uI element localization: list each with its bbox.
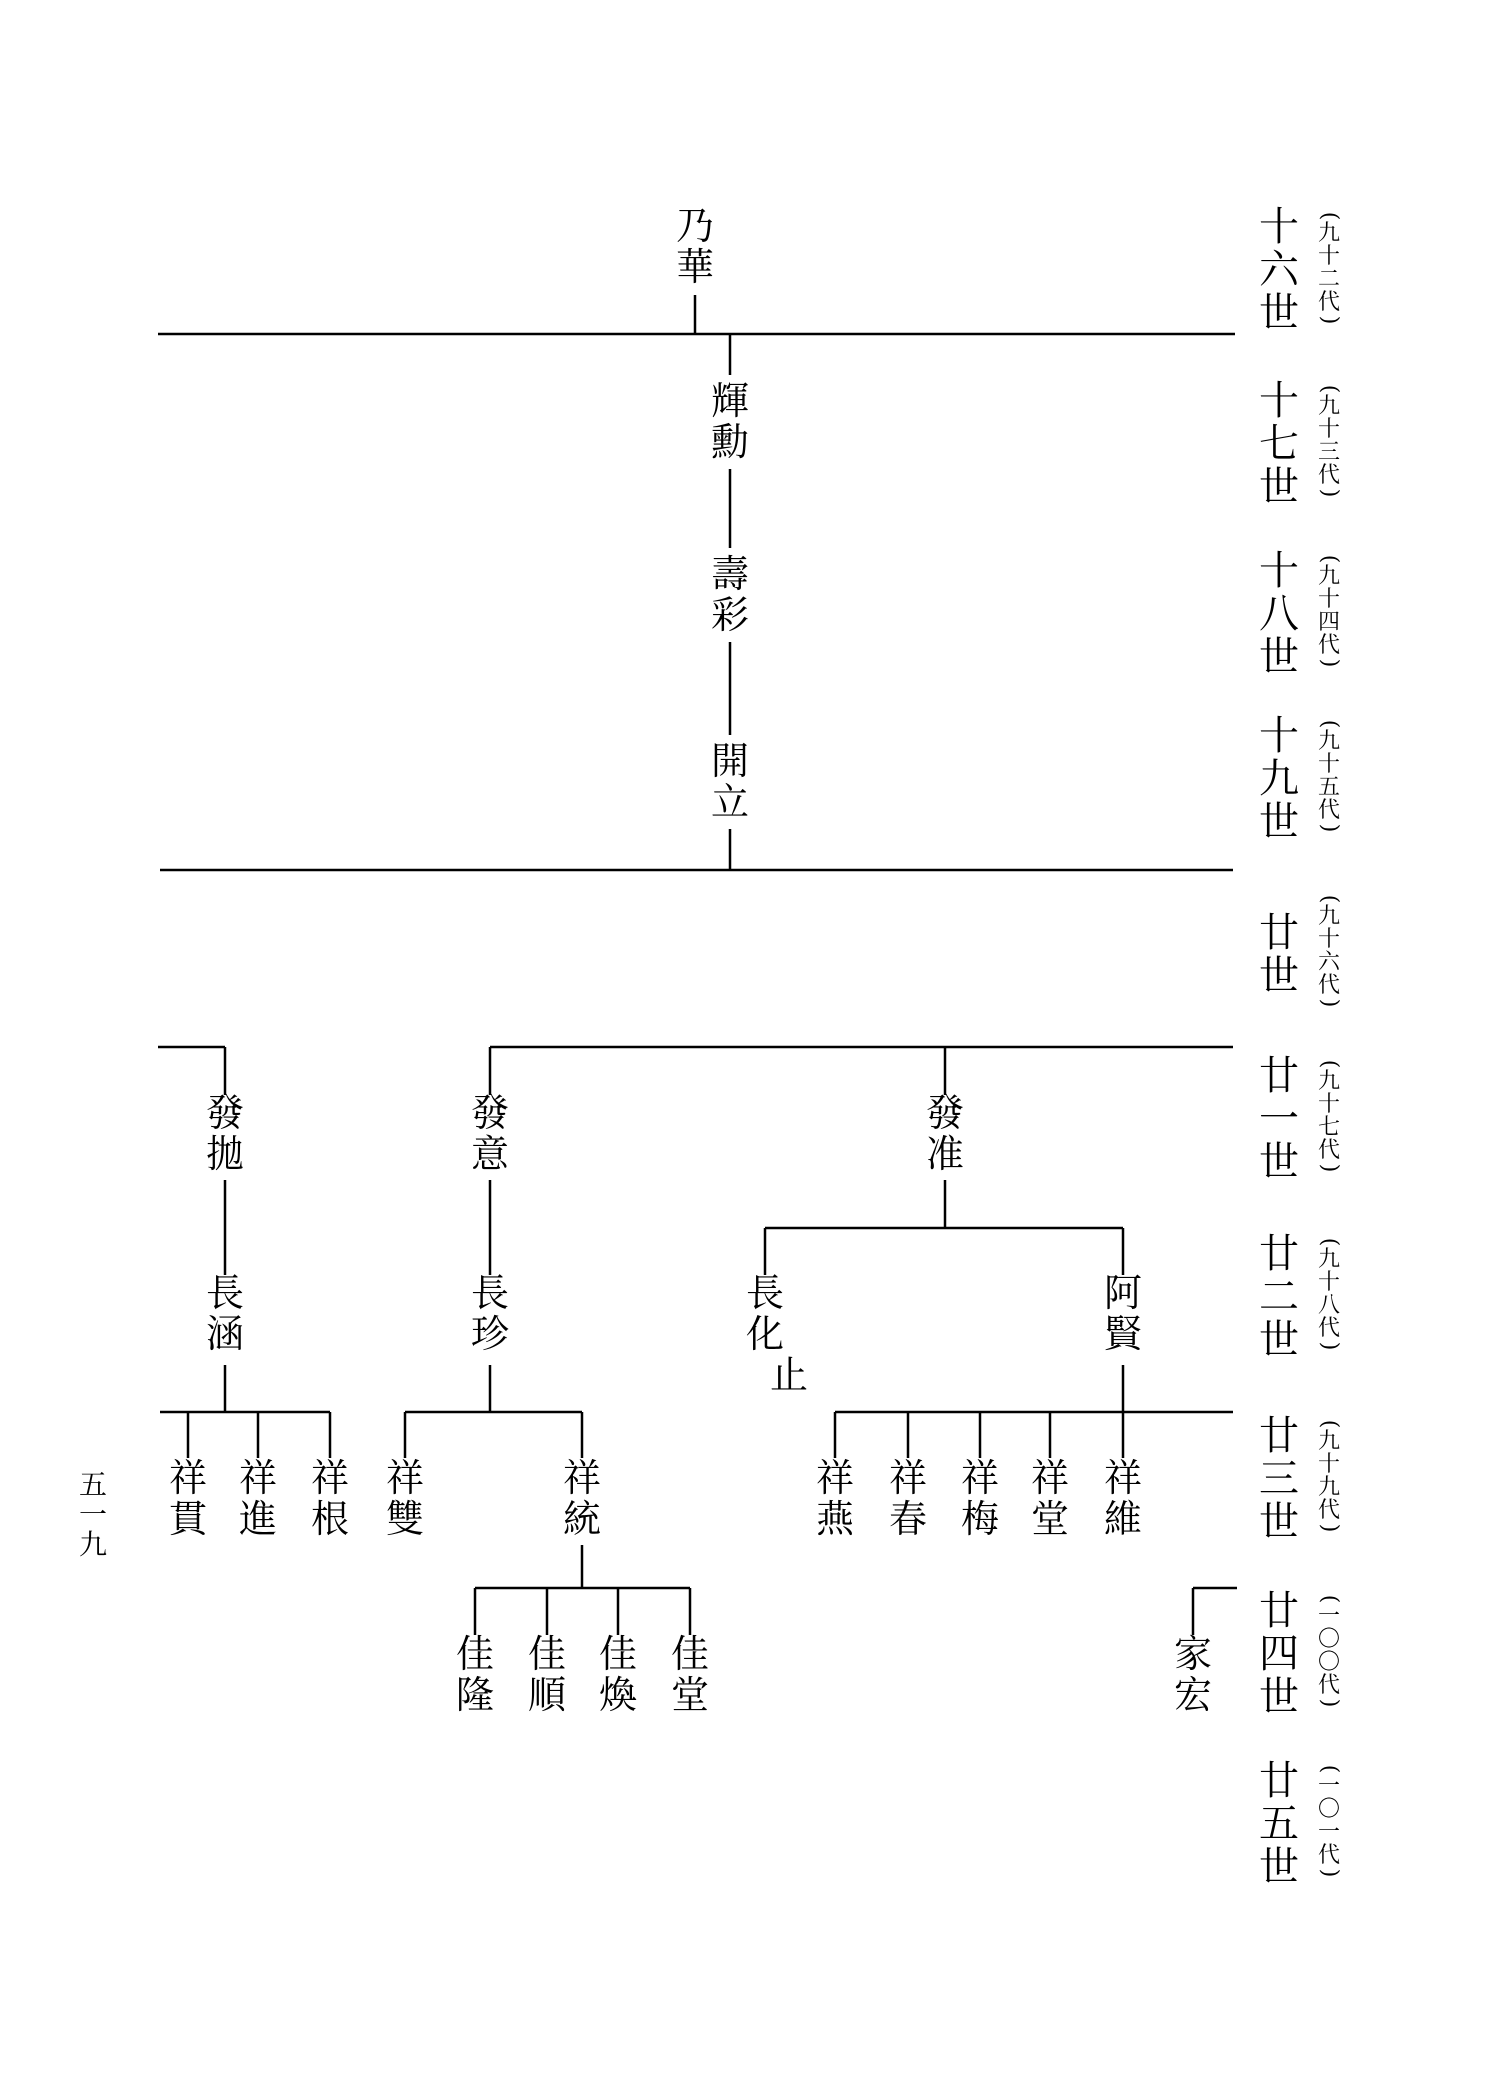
person-name: 長 涵 <box>205 1271 244 1356</box>
generation-label: 十 七 世 <box>1259 378 1299 510</box>
person-name: 乃 華 <box>675 204 714 289</box>
person-name: 祥 堂 <box>1030 1456 1069 1541</box>
person-name: 祥 根 <box>310 1456 349 1541</box>
dai-label: ( 九 十 六 代 ) <box>1317 894 1342 1008</box>
dai-label: ( 九 十 三 代 ) <box>1317 384 1342 498</box>
person-name: 發 准 <box>925 1091 964 1176</box>
dai-label: ( 九 十 二 代 ) <box>1317 211 1342 325</box>
generation-label: 廿 三 世 <box>1259 1413 1299 1545</box>
person-name: 佳 堂 <box>670 1632 709 1717</box>
generation-label: 十 六 世 <box>1259 204 1299 336</box>
person-name: 佳 隆 <box>455 1632 494 1717</box>
person-name: 家 宏 <box>1173 1632 1212 1717</box>
person-name: 阿 賢 <box>1103 1271 1142 1356</box>
person-name: 祥 進 <box>238 1456 277 1541</box>
generation-label: 廿 四 世 <box>1259 1588 1299 1720</box>
generation-label: 廿 五 世 <box>1259 1758 1299 1890</box>
person-name: 發 意 <box>470 1091 509 1176</box>
person-name: 佳 煥 <box>598 1632 637 1717</box>
person-name: 長 珍 <box>470 1271 509 1356</box>
dai-label: ( 九 十 九 代 ) <box>1317 1419 1342 1533</box>
person-name: 壽 彩 <box>708 548 752 642</box>
person-name: 祥 春 <box>888 1456 927 1541</box>
person-name: 祥 維 <box>1103 1456 1142 1541</box>
dai-number: 九 十 五 代 <box>1317 729 1340 823</box>
dai-number: 一 〇 〇 代 <box>1317 1604 1340 1698</box>
person-name: 佳 順 <box>527 1632 566 1717</box>
dai-number: 九 十 四 代 <box>1317 564 1340 658</box>
dai-label: ( 九 十 七 代 ) <box>1317 1059 1342 1173</box>
line-ended-note: 止 <box>770 1353 809 1397</box>
dai-label: ( 九 十 五 代 ) <box>1317 719 1342 833</box>
dai-label: ( 一 〇 一 代 ) <box>1317 1764 1342 1878</box>
person-name: 祥 雙 <box>385 1456 424 1541</box>
generation-label: 十 九 世 <box>1259 713 1299 845</box>
page-number: 五 一 九 <box>78 1468 107 1561</box>
generation-label: 廿 一 世 <box>1259 1053 1299 1185</box>
dai-number: 九 十 二 代 <box>1317 221 1340 315</box>
person-name: 長 化 <box>745 1271 784 1356</box>
person-name: 開 立 <box>708 735 752 829</box>
dai-label: ( 一 〇 〇 代 ) <box>1317 1594 1342 1708</box>
person-name: 祥 梅 <box>960 1456 999 1541</box>
person-name: 祥 貫 <box>168 1456 207 1541</box>
person-name: 祥 燕 <box>815 1456 854 1541</box>
dai-number: 九 十 六 代 <box>1317 904 1340 998</box>
dai-number: 一 〇 一 代 <box>1317 1774 1340 1868</box>
dai-number: 九 十 九 代 <box>1317 1429 1340 1523</box>
person-name: 發 拋 <box>205 1091 244 1176</box>
generation-label: 廿 二 世 <box>1259 1231 1299 1363</box>
dai-label: ( 九 十 四 代 ) <box>1317 554 1342 668</box>
dai-number: 九 十 八 代 <box>1317 1247 1340 1341</box>
dai-number: 九 十 七 代 <box>1317 1069 1340 1163</box>
dai-label: ( 九 十 八 代 ) <box>1317 1237 1342 1351</box>
person-name: 輝 勳 <box>708 375 752 469</box>
generation-label: 十 八 世 <box>1259 548 1299 680</box>
dai-number: 九 十 三 代 <box>1317 394 1340 488</box>
generation-label: 廿 世 <box>1259 910 1299 999</box>
person-name: 祥 統 <box>562 1456 601 1541</box>
